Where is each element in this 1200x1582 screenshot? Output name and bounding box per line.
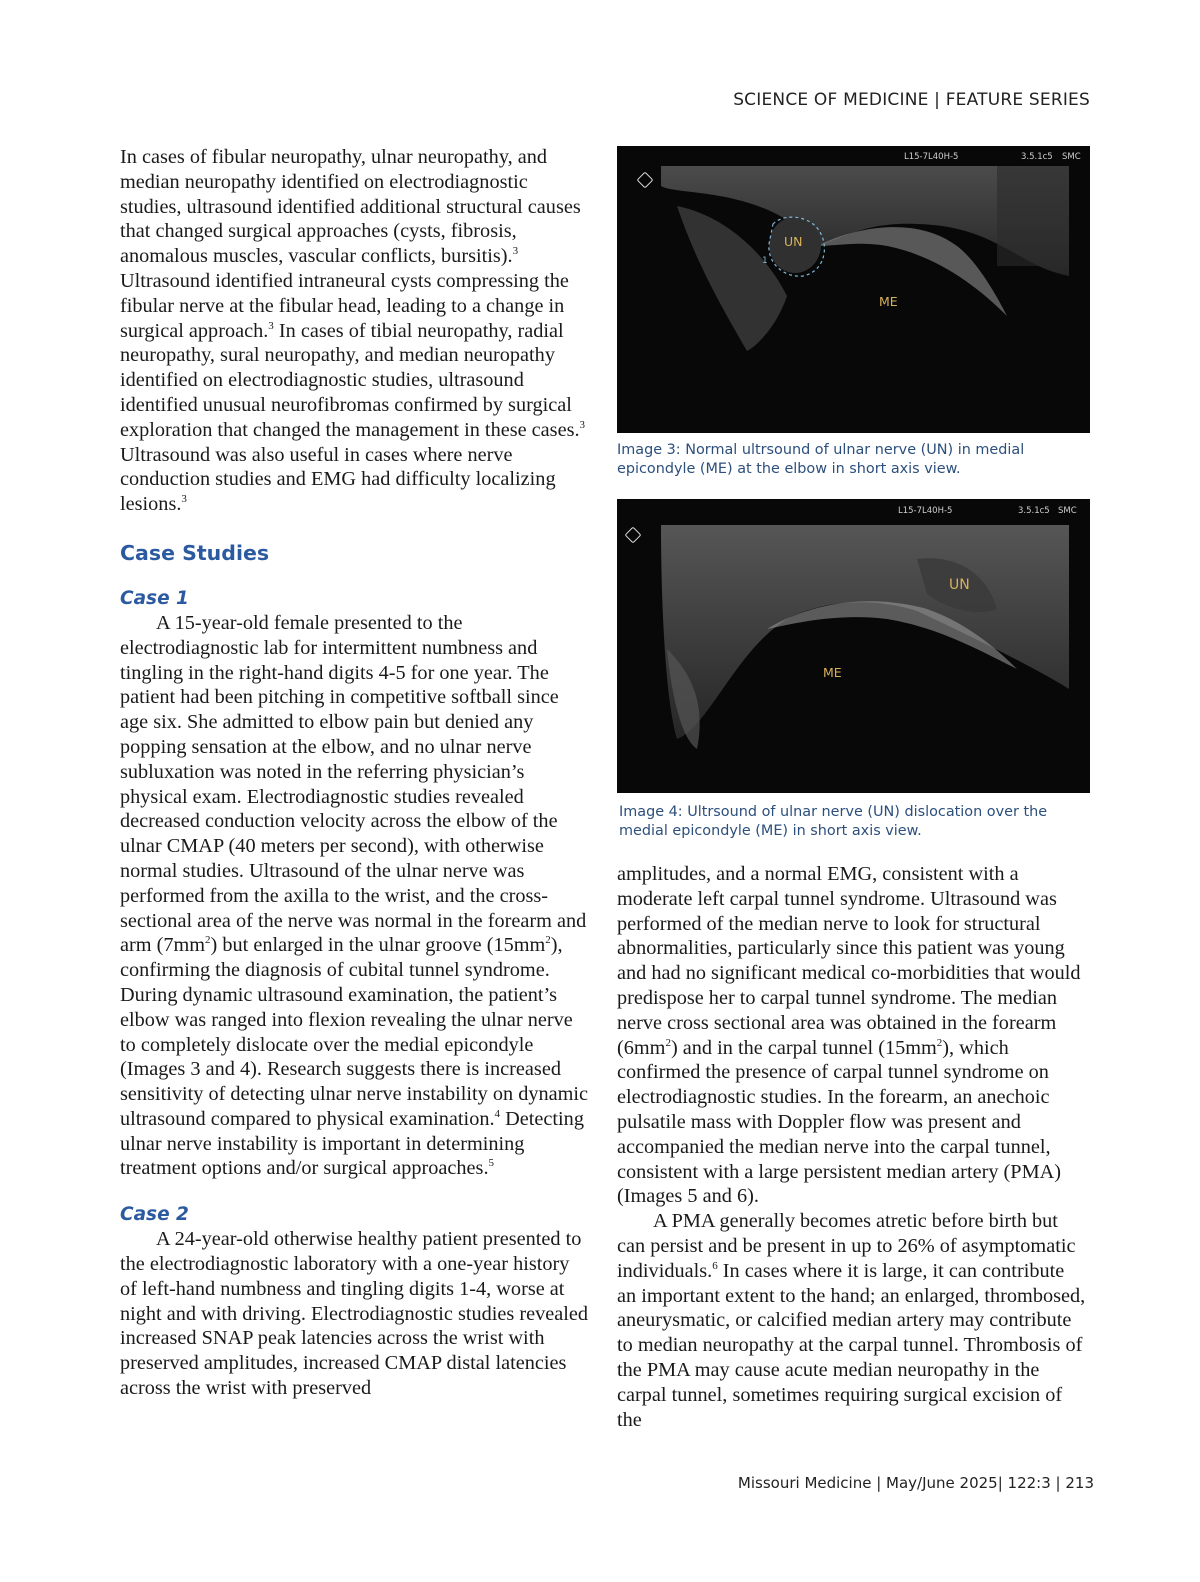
ultrasound-image-3-graphic [617,146,1090,433]
scanner-site-tag: SMC [1058,506,1077,516]
label-medial-epicondyle: ME [823,665,842,680]
caliper-marker: 1 [762,256,768,266]
case-2-heading: Case 2 [120,1204,189,1226]
ultrasound-image-4 [617,499,1090,793]
case-2-paragraph: A 24-year-old otherwise healthy patient presented to the electrodiagnostic laboratory with a one-year history of left-hand numbness and tingling digits 1-4, worse at night and with driving. Electrodiagnostic studies revealed increased SNAP peak latencies across the wrist with preserved amplitudes, increased CMAP distal latencies across the wrist with preserved [120,1228,589,1400]
label-medial-epicondyle: ME [879,294,898,309]
right-paragraph-2: A PMA generally becomes atretic before birth but can persist and be present in up to 26% of asymptomatic individuals.$^6$ In cases where it is large, it can contribute an important extent to the hand; an enlarged, thrombosed, aneurysmatic, or calcified median artery may contribute to median neuropathy at the carpal tunnel. Thrombosis of the PMA may cause acute median neuropathy in the carpal tunnel, sometimes requiring surgical excision of the [617,1210,1086,1431]
intro-paragraph: In cases of fibular neuropathy, ulnar neuropathy, and median neuropathy identified on electrodiagnostic studies, ultrasound identified additional structural causes that changed surgical approaches (cysts, fibrosis, anomalous muscles, vascular conflicts, bursitis).$^3$ Ultrasound identified intraneural cysts compressing the fibular nerve at the fibular head, leading to a change in surgical approach.$^3$ In cases of tibial neuropathy, radial neuropathy, sural neuropathy, and median neuropathy identified on electrodiagnostic studies, ultrasound identified unusual neurofibromas confirmed by surgical exploration that changed the management in these cases.$^3$ Ultrasound was also useful in cases where nerve conduction studies and EMG had difficulty localizing lesions.$^3$ [120,146,586,516]
ultrasound-image-4-graphic [617,499,1090,793]
image-3-caption: Image 3: Normal ultrsound of ulnar nerve (UN) in medial epicondyle (ME) at the elbow in short axis view. [617,442,1025,477]
scanner-probe-tag: L15-7L40H-5 [904,152,959,162]
scanner-probe-tag: L15-7L40H-5 [898,506,953,516]
scanner-settings-tag: 3.5.1c5 [1018,506,1050,516]
running-head: SCIENCE OF MEDICINE | FEATURE SERIES [733,90,1090,110]
page-footer: Missouri Medicine | May/June 2025| 122:3 | 213 [737,1474,1094,1492]
right-column [617,862,1087,1432]
case-1-heading: Case 1 [120,587,189,609]
left-column [120,145,590,1401]
label-ulnar-nerve: UN [784,234,803,249]
section-heading-case-studies: Case Studies [120,540,270,565]
scanner-site-tag: SMC [1062,152,1081,162]
right-paragraph-1: amplitudes, and a normal EMG, consistent with a moderate left carpal tunnel syndrome. Ultrasound was performed of the median nerve to look for structural abnormalities, particularly since this patient was young and had no significant medical co-morbidities that would predispose her to carpal tunnel syndrome. The median nerve cross sectional area was obtained in the forearm $(6mm^2)$ and in the carpal tunnel $(15mm^2)$, which confirmed the presence of carpal tunnel syndrome on electrodiagnostic studies. In the forearm, an anechoic pulsatile mass with Doppler flow was present and accompanied the median nerve into the carpal tunnel, consistent with a large persistent median artery (PMA) (Images 5 and 6). [617,863,1081,1208]
label-ulnar-nerve: UN [949,577,970,593]
scanner-settings-tag: 3.5.1c5 [1021,152,1053,162]
ultrasound-image-3 [617,146,1090,433]
case-1-paragraph: A 15-year-old female presented to the electrodiagnostic lab for intermittent numbness and tingling in the right-hand digits 4-5 for one year. The patient had been pitching in competitive softball since age six. She admitted to elbow pain but denied any popping sensation at the elbow, and no ulnar nerve subluxation was noted in the referring physician’s physical exam. Electrodiagnostic studies revealed decreased conduction velocity across the elbow of the ulnar CMAP (40 meters per second), with otherwise normal studies. Ultrasound of the ulnar nerve was performed from the axilla to the wrist, and the cross-sectional area of the nerve was normal in the forearm and arm $(7mm^2)$ but enlarged in the ulnar groove $(15mm^2)$, confirming the diagnosis of cubital tunnel syndrome. During dynamic ultrasound examination, the patient’s elbow was ranged into flexion revealing the ulnar nerve to completely dislocate over the medial epicondyle (Images 3 and 4). Research suggests there is increased sensitivity of detecting ulnar nerve instability on dynamic ultrasound compared to physical examination.$^4$ Detecting ulnar nerve instability is important in determining treatment options and/or surgical approaches.$^5$ [120,611,589,1180]
image-4-caption: Image 4: Ultrsound of ulnar nerve (UN) dislocation over the medial epicondyle (ME) in short axis view. [619,804,1048,839]
